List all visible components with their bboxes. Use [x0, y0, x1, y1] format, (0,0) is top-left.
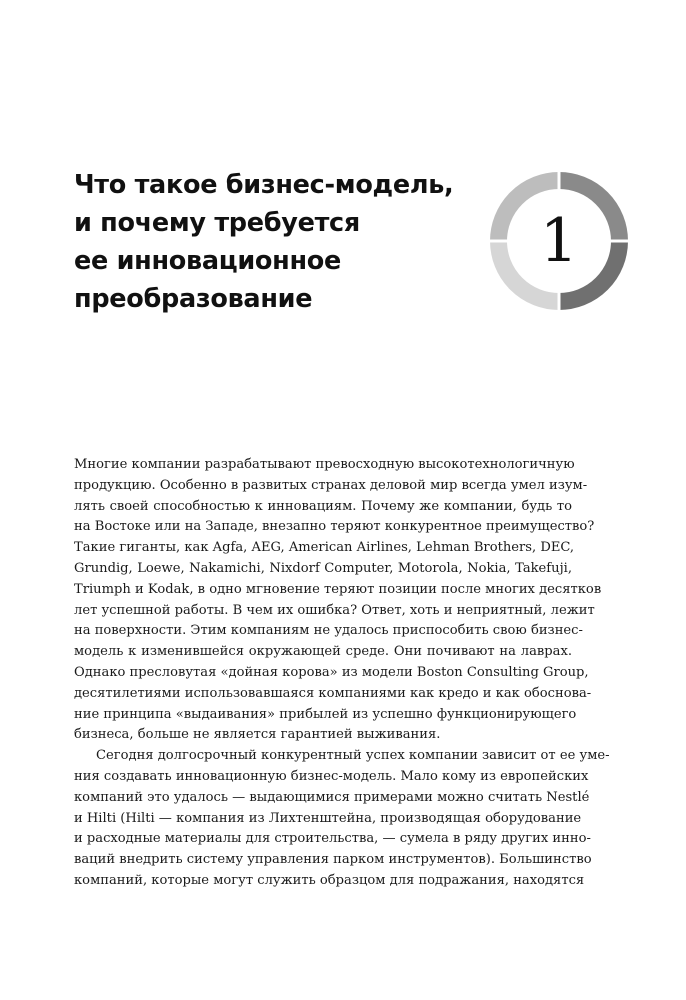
text-line: ния создавать инновационную бизнес-модель. Мало кому из европейских [74, 768, 589, 784]
text-line: Такие гиганты, как Agfa, AEG, American Airlines, Lehman Brothers, DEC, [74, 540, 575, 556]
chapter-title-line: Что такое бизнес-модель, [74, 170, 454, 200]
text-line: Многие компании разрабатывают превосходную высокотехнологичную [74, 457, 575, 472]
text-line: компаний это удалось — выдающимися примерами можно считать Nestlé [74, 789, 590, 805]
text-line: ваций внедрить систему управления парком инструментов). Большинство [74, 852, 592, 868]
text-line: на Востоке или на Западе, внезапно теряют конкурентное преимущество? [74, 519, 595, 535]
chapter-title-line: ее инновационное [74, 246, 341, 276]
paragraph [74, 455, 602, 746]
paragraph [74, 746, 610, 892]
text-line: продукцию. Особенно в развитых странах деловой мир всегда умел изум- [74, 477, 588, 493]
text-line: Сегодня долгосрочный конкурентный успех компании зависит от ее уме- [96, 748, 610, 764]
text-line: лять своей способностью к инновациям. Почему же компании, будь то [74, 498, 572, 514]
text-line: модель к изменившейся окружающей среде. Они почивают на лаврах. [74, 644, 572, 660]
text-line: лет успешной работы. В чем их ошибка? Ответ, хоть и неприятный, лежит [74, 602, 595, 618]
chapter-title [74, 166, 494, 318]
text-line: бизнеса, больше не является гарантией выживания. [74, 727, 441, 743]
chapter-title-line: и почему требуется [74, 208, 360, 238]
text-line: на поверхности. Этим компаниям не удалось приспособить свою бизнес- [74, 623, 583, 639]
chapter-number-badge [490, 172, 628, 310]
text-line: ние принципа «выдаивания» прибылей из успешно функционирующего [74, 706, 577, 722]
text-line: Triumph и Kodak, в одно мгновение теряют позиции после многих десятков [74, 581, 602, 597]
text-line: компаний, которые могут служить образцом для подражания, находятся [74, 872, 585, 888]
text-line: Однако пресловутая «дойная корова» из модели Boston Consulting Group, [74, 664, 589, 680]
chapter-title-line: преобразование [74, 284, 313, 314]
text-line: десятилетиями использовавшаяся компаниями как кредо и как обоснова- [74, 685, 592, 701]
text-line: и расходные материалы для строительства, — сумела в ряду других инно- [74, 831, 591, 847]
text-line: и Hilti (Hilti — компания из Лихтенштейна, производящая оборудование [74, 810, 582, 826]
text-line: Grundig, Loewe, Nakamichi, Nixdorf Computer, Motorola, Nokia, Takefuji, [74, 560, 572, 576]
body-text [74, 455, 610, 892]
chapter-number: 1 [539, 206, 579, 276]
